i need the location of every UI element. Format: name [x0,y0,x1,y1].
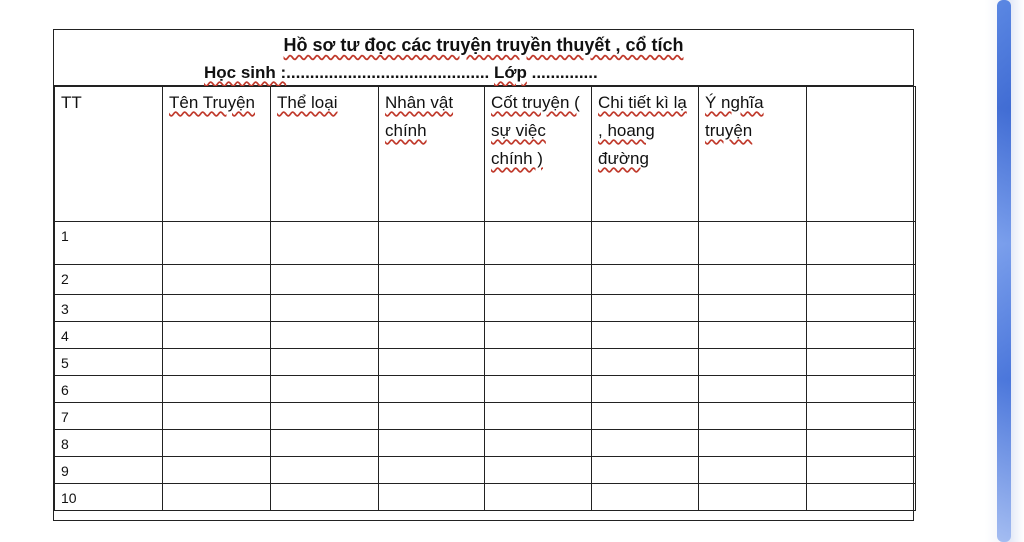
empty-cell[interactable] [592,349,699,376]
empty-cell[interactable] [485,403,592,430]
empty-cell[interactable] [485,222,592,265]
empty-cell[interactable] [379,403,485,430]
empty-cell[interactable] [485,265,592,295]
table-row [55,403,916,430]
empty-cell[interactable] [485,295,592,322]
empty-cell[interactable] [379,222,485,265]
empty-cell[interactable] [699,222,807,265]
empty-cell[interactable] [807,484,916,511]
empty-cell[interactable] [379,322,485,349]
empty-cell[interactable] [699,484,807,511]
empty-cell[interactable] [592,322,699,349]
empty-cell[interactable] [163,403,271,430]
header-cell [592,87,699,222]
header-cell [485,87,592,222]
table-row [55,484,916,511]
table-row [55,430,916,457]
empty-cell[interactable] [379,349,485,376]
empty-cell[interactable] [699,403,807,430]
table-row [55,295,916,322]
class-dots: .............. [526,63,598,82]
row-number: 4 [55,322,163,349]
row-number: 7 [55,403,163,430]
empty-cell[interactable] [485,457,592,484]
empty-cell[interactable] [807,322,916,349]
empty-cell[interactable] [163,222,271,265]
header-label: Tên Truyện [169,93,255,112]
empty-cell[interactable] [485,484,592,511]
empty-cell[interactable] [592,430,699,457]
empty-cell[interactable] [379,430,485,457]
table-row [55,222,916,265]
empty-cell[interactable] [163,295,271,322]
empty-cell[interactable] [807,430,916,457]
empty-cell[interactable] [163,430,271,457]
empty-cell[interactable] [699,376,807,403]
empty-cell[interactable] [271,484,379,511]
empty-cell[interactable] [485,376,592,403]
table-row [55,457,916,484]
record-table-wrap [54,86,913,511]
table-row [55,376,916,403]
empty-cell[interactable] [379,457,485,484]
empty-cell[interactable] [699,322,807,349]
empty-cell[interactable] [699,349,807,376]
empty-cell[interactable] [807,457,916,484]
student-class-line [204,63,598,83]
header-cell [699,87,807,222]
sheet-title: Hồ sơ tư đọc các truyện truyền thuyết , cổ tích [283,35,684,55]
blue-margin-stripe [997,0,1011,542]
empty-cell[interactable] [592,222,699,265]
empty-cell[interactable] [379,295,485,322]
empty-cell[interactable] [271,376,379,403]
empty-cell[interactable] [379,484,485,511]
empty-cell[interactable] [807,222,916,265]
header-label: Chi tiết kì lạ , hoang đường [598,93,687,168]
empty-cell[interactable] [592,295,699,322]
empty-cell[interactable] [699,457,807,484]
empty-cell[interactable] [807,403,916,430]
header-label: Nhân vật chính [385,93,454,140]
table-row [55,349,916,376]
empty-cell[interactable] [271,457,379,484]
table-header-row [55,87,916,222]
row-number: 1 [55,222,163,265]
row-number: 3 [55,295,163,322]
empty-cell[interactable] [699,295,807,322]
empty-cell[interactable] [271,265,379,295]
empty-cell[interactable] [807,295,916,322]
row-number: 9 [55,457,163,484]
empty-cell[interactable] [163,349,271,376]
empty-cell[interactable] [379,265,485,295]
empty-cell[interactable] [485,322,592,349]
empty-cell[interactable] [592,376,699,403]
empty-cell[interactable] [592,484,699,511]
empty-cell[interactable] [699,430,807,457]
row-number: 5 [55,349,163,376]
row-number: 6 [55,376,163,403]
empty-cell[interactable] [271,430,379,457]
header-cell [379,87,485,222]
sheet-header [54,30,913,86]
header-cell [271,87,379,222]
row-number: 2 [55,265,163,295]
empty-cell[interactable] [485,349,592,376]
empty-cell[interactable] [379,376,485,403]
row-number: 8 [55,430,163,457]
empty-cell[interactable] [699,265,807,295]
empty-cell[interactable] [807,376,916,403]
empty-cell[interactable] [271,349,379,376]
student-label: Học sinh : [204,63,287,82]
empty-cell[interactable] [592,403,699,430]
reading-record-sheet [53,29,914,521]
student-dots: ........................................... [286,63,490,82]
empty-cell[interactable] [163,376,271,403]
empty-cell[interactable] [592,265,699,295]
header-label: Ý nghĩa truyện [705,93,764,140]
empty-cell[interactable] [807,349,916,376]
empty-cell[interactable] [592,457,699,484]
empty-cell[interactable] [271,222,379,265]
header-label: TT [61,93,82,112]
class-label: Lớp [494,63,527,82]
empty-cell[interactable] [807,265,916,295]
empty-cell[interactable] [163,265,271,295]
empty-cell[interactable] [163,322,271,349]
empty-cell[interactable] [163,484,271,511]
record-table [54,86,916,511]
header-label: Cốt truyện ( sự việc chính ) [491,93,580,168]
table-row [55,322,916,349]
row-number: 10 [55,484,163,511]
header-cell [55,87,163,222]
header-label: Thể loại [277,93,338,112]
empty-cell[interactable] [485,430,592,457]
header-cell [807,87,916,222]
empty-cell[interactable] [271,403,379,430]
table-row [55,265,916,295]
empty-cell[interactable] [271,322,379,349]
header-cell [163,87,271,222]
empty-cell[interactable] [163,457,271,484]
empty-cell[interactable] [271,295,379,322]
